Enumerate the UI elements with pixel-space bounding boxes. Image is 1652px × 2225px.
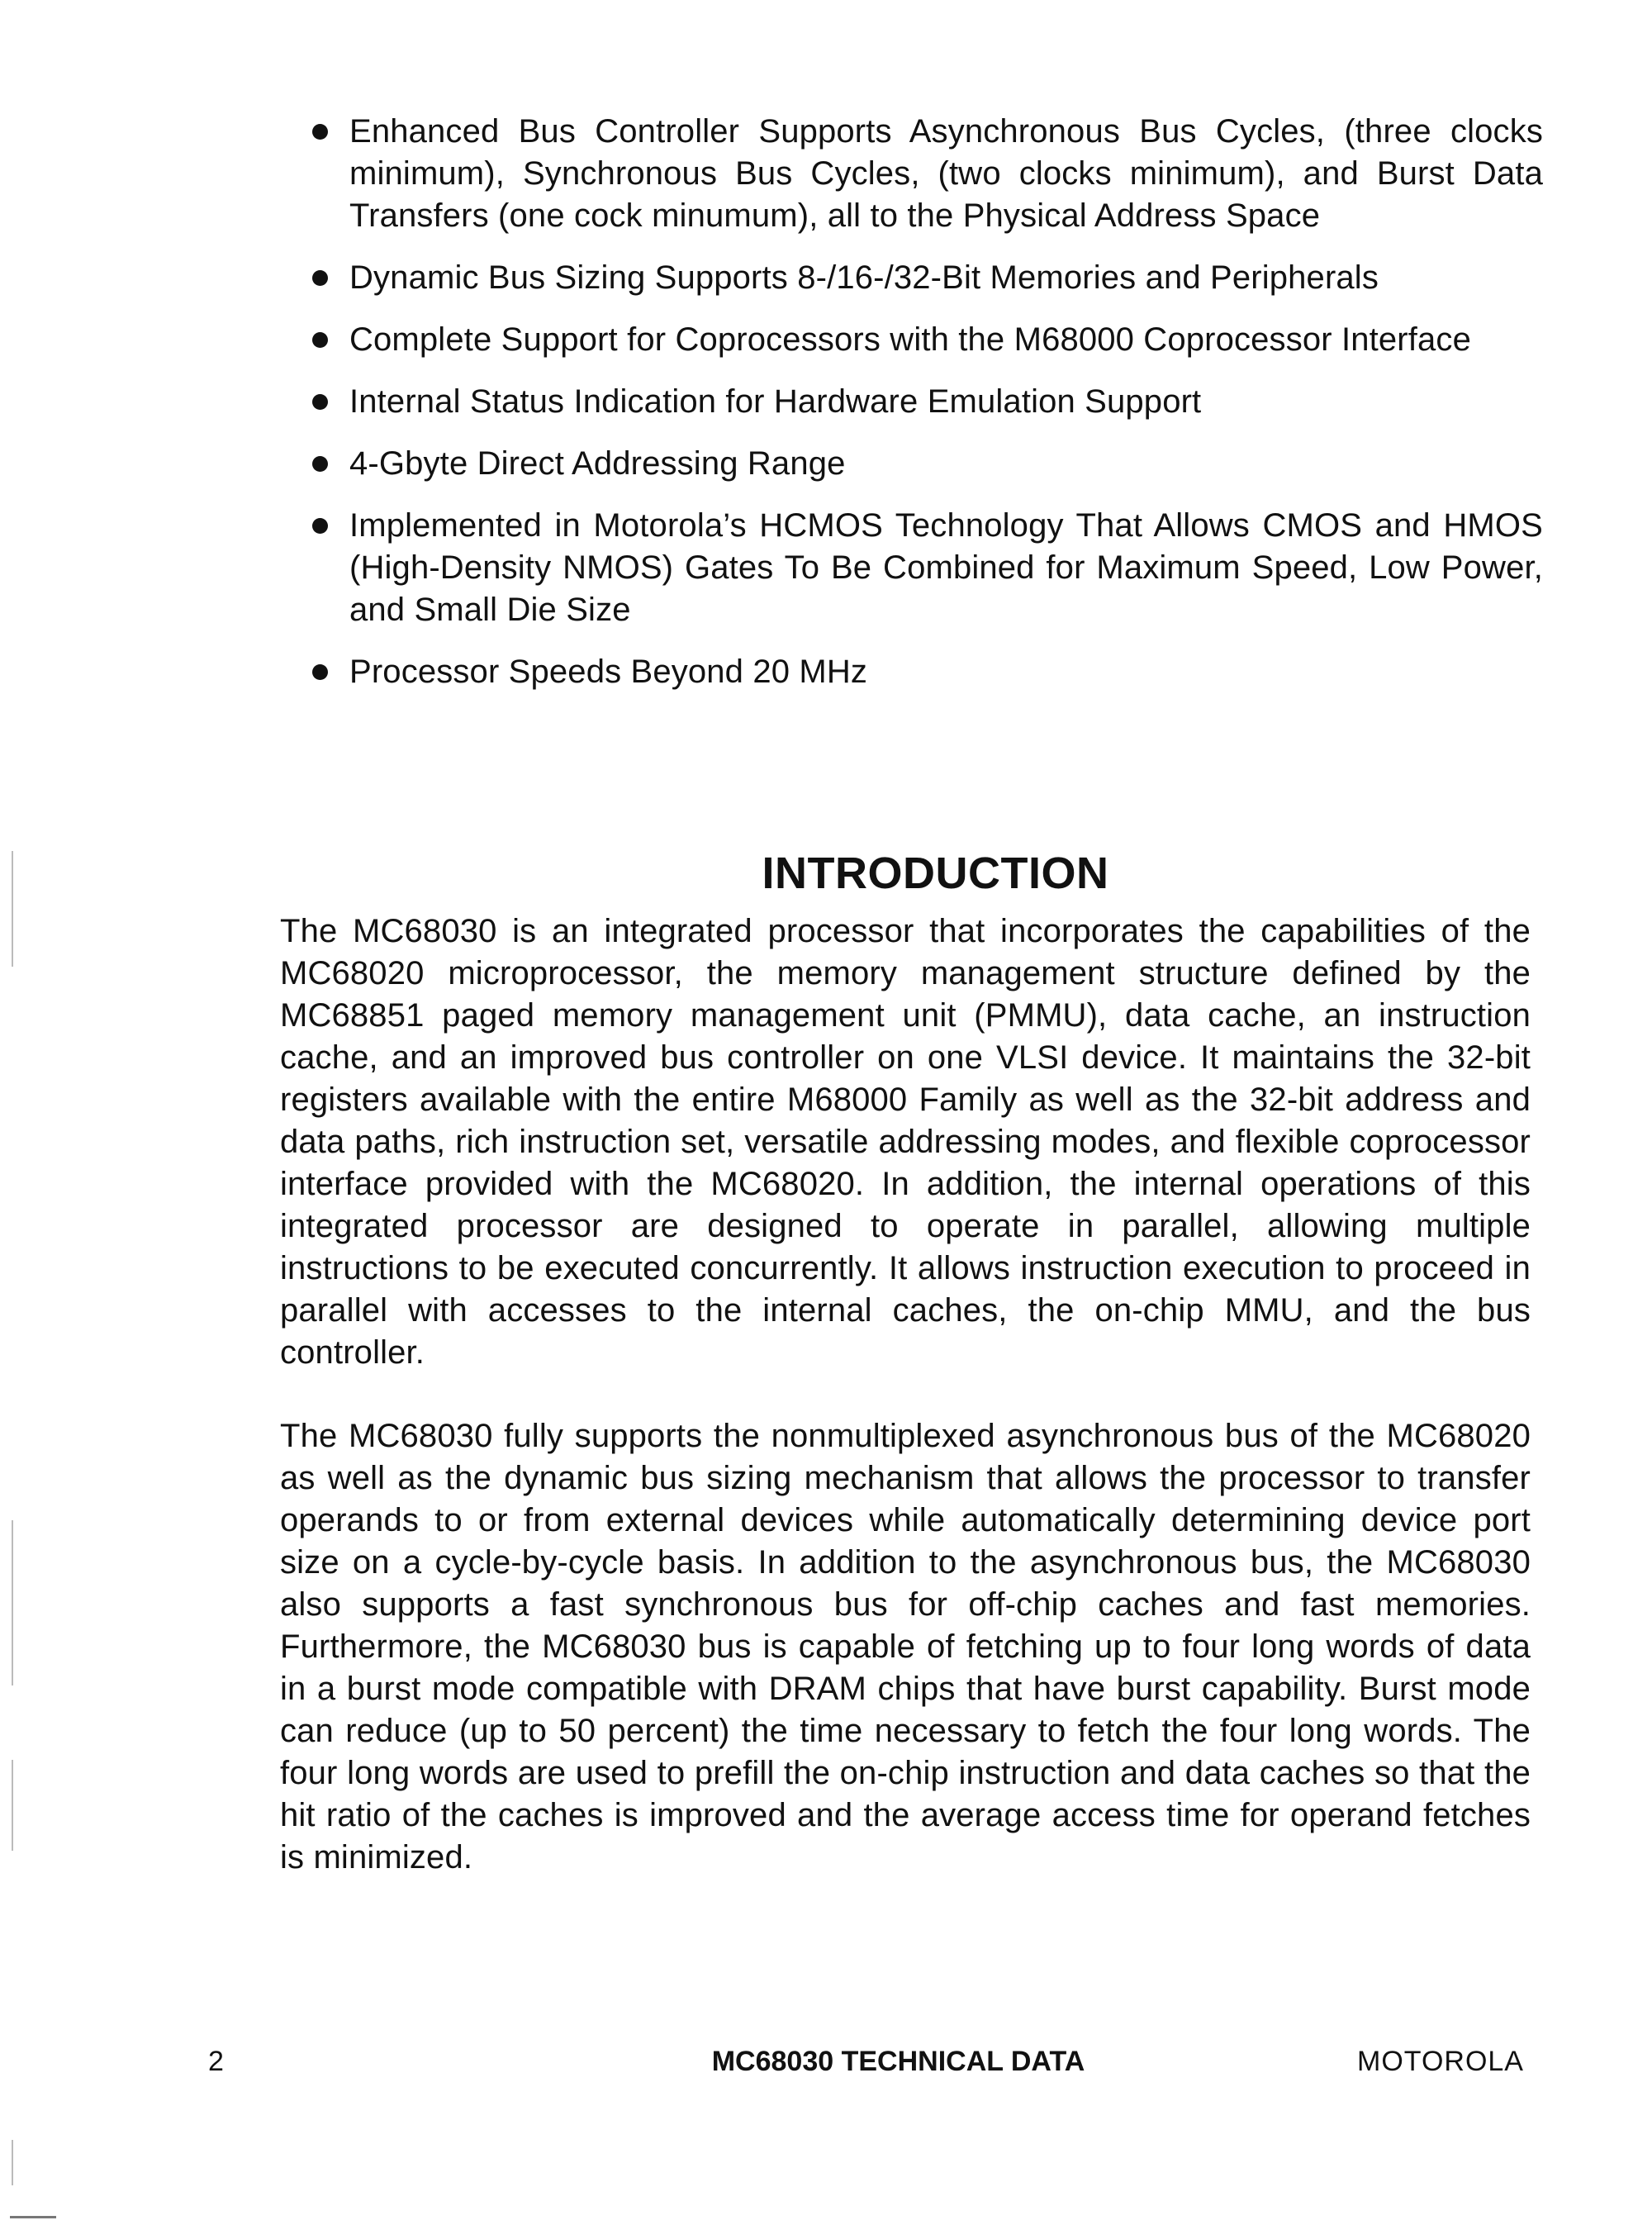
feature-item [312, 111, 1543, 237]
section-heading: INTRODUCTION [762, 848, 1109, 898]
feature-item [312, 319, 1543, 361]
scan-artifact [12, 2140, 13, 2185]
scan-artifact [12, 1760, 13, 1851]
scan-artifact [12, 1520, 13, 1685]
feature-item [312, 505, 1543, 631]
intro-paragraph-1: The MC68030 is an integrated processor that incorporates the capabilities of the MC68020 microprocessor, the memory management structure defined by the MC68851 paged memory management unit (PMMU), data cache, an instruction cache, and an improved bus controller on one VLSI device. It maintains the 32-bit registers available with the entire M68000 Family as well as the 32-bit address and data paths, rich instruction set, versatile addressing modes, and flexible coprocessor interface provided with the MC68020. In addition, the internal operations of this integrated processor are designed to operate in parallel, allowing multiple instructions to be executed concurrently. It allows instruction execution to proceed in parallel with accesses to the internal caches, the on-chip MMU, and the bus controller. [280, 913, 1531, 1371]
feature-text: Complete Support for Coprocessors with the M68000 Coprocessor Interface [349, 321, 1471, 358]
bullet-icon [312, 664, 328, 680]
feature-item [312, 381, 1543, 423]
feature-text: 4-Gbyte Direct Addressing Range [349, 445, 846, 482]
intro-paragraph-2: The MC68030 fully supports the nonmultiplexed asynchronous bus of the MC68020 as well as the dynamic bus sizing mechanism that allows the processor to transfer operands to or from external devices while automatically determining device port size on a cycle-by-cycle basis. In addition to the asynchronous bus, the MC68030 also supports a fast synchronous bus for off-chip caches and fast memories. Furthermore, the MC68030 bus is capable of fetching up to four long words of data in a burst mode compatible with DRAM chips that have burst capability. Burst mode can reduce (up to 50 percent) the time necessary to fetch the four long words. The four long words are used to prefill the on-chip instruction and data caches so that the hit ratio of the caches is improved and the average access time for operand fetches is minimized. [280, 1418, 1531, 1876]
bullet-icon [312, 332, 328, 348]
footer-brand: MOTOROLA [1357, 2046, 1524, 2077]
page-number: 2 [208, 2046, 224, 2077]
feature-list [312, 111, 1543, 713]
feature-text: Implemented in Motorola’s HCMOS Technology That Allows CMOS and HMOS (High-Density NMOS) Gates To Be Combined for Maximum Speed, Low Power, and Small Die Size [349, 507, 1543, 628]
scan-corner-artifact [10, 2216, 56, 2218]
bullet-icon [312, 394, 328, 410]
feature-text: Enhanced Bus Controller Supports Asynchronous Bus Cycles, (three clocks minimum), Synchronous Bus Cycles, (two clocks minimum), and Burst Data Transfers (one cock minumum), all to the Physical Address Space [349, 113, 1543, 234]
feature-text: Dynamic Bus Sizing Supports 8-/16-/32-Bit Memories and Peripherals [349, 259, 1379, 296]
page-footer [0, 2041, 1652, 2082]
bullet-icon [312, 456, 328, 472]
bullet-icon [312, 124, 328, 140]
feature-item [312, 651, 1543, 693]
footer-title: MC68030 TECHNICAL DATA [711, 2046, 1085, 2077]
scan-artifact [12, 851, 13, 967]
feature-item [312, 257, 1543, 299]
bullet-icon [312, 518, 328, 534]
feature-text: Internal Status Indication for Hardware Emulation Support [349, 383, 1202, 420]
feature-item [312, 443, 1543, 485]
bullet-icon [312, 270, 328, 286]
feature-text: Processor Speeds Beyond 20 MHz [349, 654, 868, 690]
